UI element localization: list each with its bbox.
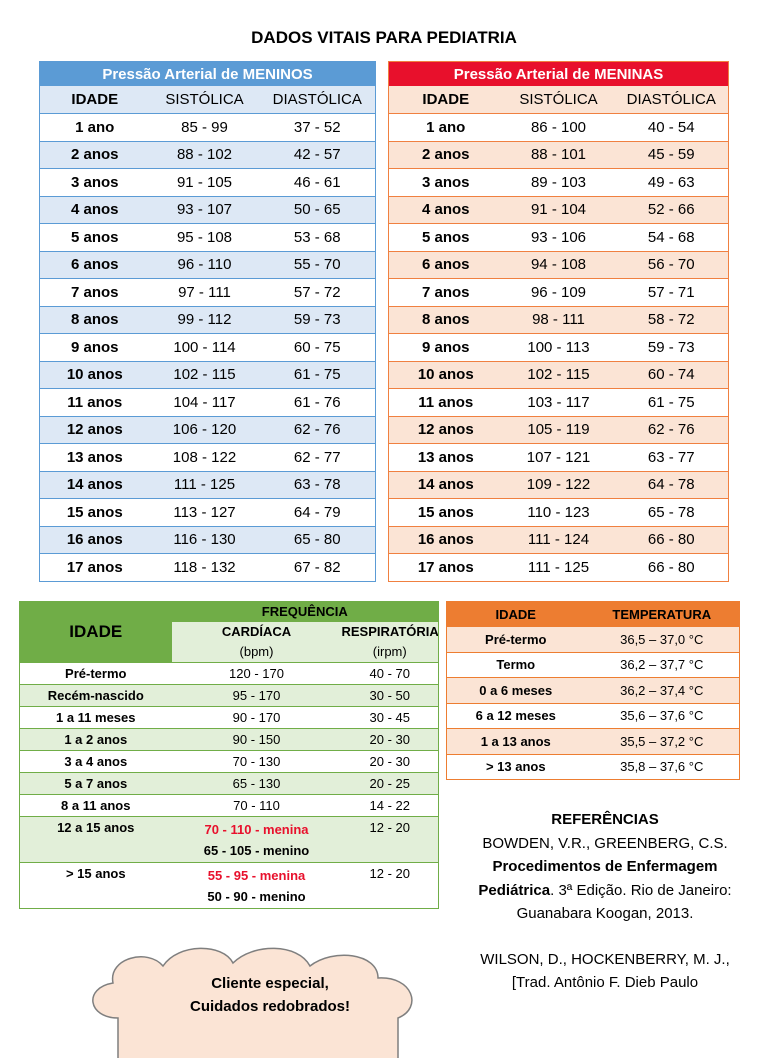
row-age: 1 ano [389, 114, 503, 142]
table-row [389, 224, 729, 252]
table-row [389, 471, 729, 499]
row-age: 13 anos [389, 444, 503, 472]
freq-group-header: FREQUÊNCIA [172, 602, 439, 622]
table-row [389, 279, 729, 307]
row-systolic: 110 - 123 [503, 499, 615, 527]
row-diastolic: 42 - 57 [260, 141, 376, 169]
page-title: DADOS VITAIS PARA PEDIATRIA [251, 28, 517, 47]
row-diastolic: 60 - 74 [615, 361, 729, 389]
row-age: Pré-termo [447, 627, 585, 653]
row-diastolic: 65 - 80 [260, 526, 376, 554]
col-header-age: IDADE [389, 86, 503, 114]
row-diastolic: 57 - 71 [615, 279, 729, 307]
row-diastolic: 66 - 80 [615, 554, 729, 582]
row-diastolic: 53 - 68 [260, 224, 376, 252]
table-row [20, 751, 439, 773]
row-age: 9 anos [40, 334, 150, 362]
row-diastolic: 55 - 70 [260, 251, 376, 279]
table-row [389, 554, 729, 582]
row-cardiac: 70 - 110 [172, 795, 342, 817]
col-header-diastolic: DIASTÓLICA [615, 86, 729, 114]
row-systolic: 108 - 122 [150, 444, 260, 472]
row-age: 3 anos [389, 169, 503, 197]
row-age: 3 anos [40, 169, 150, 197]
row-age: > 15 anos [20, 863, 172, 909]
row-systolic: 106 - 120 [150, 416, 260, 444]
row-age: 5 anos [40, 224, 150, 252]
row-diastolic: 57 - 72 [260, 279, 376, 307]
cardiac-girl: 70 - 110 - menina [204, 821, 309, 837]
row-age: 17 anos [389, 554, 503, 582]
row-systolic: 102 - 115 [150, 361, 260, 389]
reference-2: WILSON, D., HOCKENBERRY, M. J., [Trad. Antônio F. Dieb Paulo [480, 950, 730, 991]
row-age: 12 a 15 anos [20, 817, 172, 863]
table-row [389, 444, 729, 472]
row-systolic: 99 - 112 [150, 306, 260, 334]
row-temperature: 35,6 – 37,6 °C [585, 703, 740, 729]
table-row [447, 627, 740, 653]
row-systolic: 88 - 101 [503, 141, 615, 169]
table-row [40, 471, 376, 499]
table-row [40, 169, 376, 197]
cardiac-girl: 55 - 95 - menina [207, 867, 306, 883]
row-systolic: 105 - 119 [503, 416, 615, 444]
row-age: 5 anos [389, 224, 503, 252]
row-age: 1 a 2 anos [20, 729, 172, 751]
row-cardiac: 70 - 130 [172, 751, 342, 773]
table-row [389, 416, 729, 444]
table-row [40, 251, 376, 279]
row-diastolic: 50 - 65 [260, 196, 376, 224]
table-row [447, 754, 740, 780]
temperature-table [446, 601, 740, 780]
row-age: 1 a 11 meses [20, 707, 172, 729]
table-row [40, 554, 376, 582]
row-diastolic: 60 - 75 [260, 334, 376, 362]
row-age: 6 a 12 meses [447, 703, 585, 729]
row-diastolic: 59 - 73 [615, 334, 729, 362]
row-age: 14 anos [389, 471, 503, 499]
row-systolic: 88 - 102 [150, 141, 260, 169]
table-row [40, 416, 376, 444]
table-row [389, 306, 729, 334]
table-row [40, 444, 376, 472]
ref1-publisher: . 3ª Edição. Rio de Janeiro: Guanabara Koogan, 2013. [516, 881, 732, 922]
row-diastolic: 62 - 77 [260, 444, 376, 472]
cloud-text [120, 972, 420, 1018]
row-diastolic: 46 - 61 [260, 169, 376, 197]
table-row [389, 361, 729, 389]
row-age: 16 anos [389, 526, 503, 554]
row-temperature: 36,5 – 37,0 °C [585, 627, 740, 653]
col-header-diastolic: DIASTÓLICA [260, 86, 376, 114]
freq-cardiac-header: CARDÍACA [172, 622, 342, 642]
freq-resp-header: RESPIRATÓRIA [342, 622, 439, 642]
row-systolic: 102 - 115 [503, 361, 615, 389]
table-row [447, 703, 740, 729]
table-row [20, 729, 439, 751]
ref1-authors-2: C.S. [698, 834, 728, 852]
row-age: 11 anos [40, 389, 150, 417]
row-temperature: 36,2 – 37,7 °C [585, 652, 740, 678]
row-age: 14 anos [40, 471, 150, 499]
temp-age-header: IDADE [447, 602, 585, 627]
row-age: 15 anos [40, 499, 150, 527]
row-cardiac: 90 - 170 [172, 707, 342, 729]
row-age: 15 anos [389, 499, 503, 527]
row-diastolic: 61 - 76 [260, 389, 376, 417]
table-row [389, 251, 729, 279]
row-diastolic: 40 - 54 [615, 114, 729, 142]
row-systolic: 107 - 121 [503, 444, 615, 472]
row-age: 4 anos [389, 196, 503, 224]
row-systolic: 118 - 132 [150, 554, 260, 582]
bp-boys-table [39, 61, 376, 582]
row-age: 16 anos [40, 526, 150, 554]
row-age: 8 anos [40, 306, 150, 334]
row-resp: 20 - 25 [342, 773, 439, 795]
row-systolic: 111 - 125 [150, 471, 260, 499]
row-age: 7 anos [389, 279, 503, 307]
col-header-systolic: SISTÓLICA [150, 86, 260, 114]
row-age: 7 anos [40, 279, 150, 307]
row-diastolic: 58 - 72 [615, 306, 729, 334]
col-header-age: IDADE [40, 86, 150, 114]
row-age: 8 anos [389, 306, 503, 334]
row-systolic: 100 - 114 [150, 334, 260, 362]
table-row [40, 196, 376, 224]
row-resp: 30 - 50 [342, 685, 439, 707]
freq-age-header: IDADE [20, 602, 172, 663]
frequency-table [19, 601, 439, 909]
temp-value-header: TEMPERATURA [585, 602, 740, 627]
row-systolic: 116 - 130 [150, 526, 260, 554]
row-diastolic: 61 - 75 [615, 389, 729, 417]
row-age: 12 anos [40, 416, 150, 444]
row-resp: 20 - 30 [342, 751, 439, 773]
table-row [20, 795, 439, 817]
row-systolic: 96 - 109 [503, 279, 615, 307]
table-row [40, 361, 376, 389]
table-row [389, 196, 729, 224]
row-age: 5 a 7 anos [20, 773, 172, 795]
row-systolic: 93 - 106 [503, 224, 615, 252]
row-systolic: 86 - 100 [503, 114, 615, 142]
table-row [389, 169, 729, 197]
row-age: 10 anos [40, 361, 150, 389]
row-age: 0 a 6 meses [447, 678, 585, 704]
cardiac-boy: 65 - 105 - menino [203, 842, 310, 858]
table-row [40, 279, 376, 307]
row-systolic: 109 - 122 [503, 471, 615, 499]
row-diastolic: 54 - 68 [615, 224, 729, 252]
row-diastolic: 67 - 82 [260, 554, 376, 582]
row-systolic: 85 - 99 [150, 114, 260, 142]
row-systolic: 98 - 111 [503, 306, 615, 334]
freq-resp-unit: (irpm) [342, 641, 439, 663]
row-age: 17 anos [40, 554, 150, 582]
table-row [20, 863, 439, 909]
row-systolic: 91 - 104 [503, 196, 615, 224]
row-age: Termo [447, 652, 585, 678]
row-age: 1 ano [40, 114, 150, 142]
row-systolic: 104 - 117 [150, 389, 260, 417]
table-row [389, 499, 729, 527]
row-age: 10 anos [389, 361, 503, 389]
row-age: 13 anos [40, 444, 150, 472]
row-diastolic: 63 - 77 [615, 444, 729, 472]
table-row [447, 678, 740, 704]
table-row [20, 707, 439, 729]
row-systolic: 89 - 103 [503, 169, 615, 197]
table-row [40, 224, 376, 252]
row-resp: 12 - 20 [342, 817, 439, 863]
row-age: 8 a 11 anos [20, 795, 172, 817]
cardiac-boy: 50 - 90 - menino [207, 888, 306, 904]
bp-boys-body [40, 114, 376, 582]
row-resp: 12 - 20 [342, 863, 439, 909]
row-systolic: 96 - 110 [150, 251, 260, 279]
row-age: Recém-nascido [20, 685, 172, 707]
table-row [389, 334, 729, 362]
row-temperature: 36,2 – 37,4 °C [585, 678, 740, 704]
row-diastolic: 45 - 59 [615, 141, 729, 169]
freq-cardiac-unit: (bpm) [172, 641, 342, 663]
row-age: 6 anos [389, 251, 503, 279]
row-diastolic: 49 - 63 [615, 169, 729, 197]
table-row [40, 141, 376, 169]
table-row [40, 306, 376, 334]
ref1-authors: BOWDEN, V.R., GREENBERG, [482, 834, 695, 852]
row-cardiac: 65 - 130 [172, 773, 342, 795]
row-diastolic: 52 - 66 [615, 196, 729, 224]
row-cardiac [172, 817, 342, 863]
row-age: 4 anos [40, 196, 150, 224]
row-systolic: 94 - 108 [503, 251, 615, 279]
bp-girls-body [389, 114, 729, 582]
row-cardiac: 90 - 150 [172, 729, 342, 751]
table-row [20, 685, 439, 707]
row-diastolic: 64 - 78 [615, 471, 729, 499]
row-age: > 13 anos [447, 754, 585, 780]
cloud-line-1: Cliente especial, [211, 975, 329, 992]
row-diastolic: 65 - 78 [615, 499, 729, 527]
row-systolic: 93 - 107 [150, 196, 260, 224]
table-row [40, 114, 376, 142]
freq-body [20, 663, 439, 817]
table-row [389, 114, 729, 142]
row-age: Pré-termo [20, 663, 172, 685]
row-age: 3 a 4 anos [20, 751, 172, 773]
bp-boys-title: Pressão Arterial de MENINOS [40, 62, 376, 87]
row-diastolic: 62 - 76 [260, 416, 376, 444]
table-row [40, 334, 376, 362]
ref1-title: Procedimentos de Enfermagem Pediátrica [478, 858, 718, 899]
table-row [40, 526, 376, 554]
table-row [389, 141, 729, 169]
table-row [447, 729, 740, 755]
cloud-line-2: Cuidados redobrados! [189, 998, 350, 1015]
row-diastolic: 64 - 79 [260, 499, 376, 527]
reference-1 [470, 832, 740, 926]
row-diastolic: 62 - 76 [615, 416, 729, 444]
row-age: 2 anos [389, 141, 503, 169]
row-age: 6 anos [40, 251, 150, 279]
table-row [20, 817, 439, 863]
row-temperature: 35,5 – 37,2 °C [585, 729, 740, 755]
row-systolic: 91 - 105 [150, 169, 260, 197]
row-temperature: 35,8 – 37,6 °C [585, 754, 740, 780]
temp-body [447, 627, 740, 780]
row-systolic: 95 - 108 [150, 224, 260, 252]
row-resp: 30 - 45 [342, 707, 439, 729]
row-systolic: 111 - 124 [503, 526, 615, 554]
row-diastolic: 37 - 52 [260, 114, 376, 142]
row-age: 11 anos [389, 389, 503, 417]
row-diastolic: 61 - 75 [260, 361, 376, 389]
table-row [389, 526, 729, 554]
row-resp: 40 - 70 [342, 663, 439, 685]
row-cardiac [172, 863, 342, 909]
row-cardiac: 95 - 170 [172, 685, 342, 707]
references-heading: REFERÊNCIAS [551, 811, 659, 828]
table-row [40, 499, 376, 527]
row-resp: 20 - 30 [342, 729, 439, 751]
col-header-systolic: SISTÓLICA [503, 86, 615, 114]
row-diastolic: 63 - 78 [260, 471, 376, 499]
row-diastolic: 59 - 73 [260, 306, 376, 334]
row-age: 1 a 13 anos [447, 729, 585, 755]
table-row [20, 773, 439, 795]
row-age: 2 anos [40, 141, 150, 169]
references [470, 808, 740, 995]
row-systolic: 100 - 113 [503, 334, 615, 362]
row-resp: 14 - 22 [342, 795, 439, 817]
row-age: 12 anos [389, 416, 503, 444]
row-systolic: 97 - 111 [150, 279, 260, 307]
row-diastolic: 66 - 80 [615, 526, 729, 554]
row-diastolic: 56 - 70 [615, 251, 729, 279]
row-systolic: 111 - 125 [503, 554, 615, 582]
row-cardiac: 120 - 170 [172, 663, 342, 685]
bp-girls-title: Pressão Arterial de MENINAS [389, 62, 729, 87]
row-systolic: 113 - 127 [150, 499, 260, 527]
bp-girls-table [388, 61, 729, 582]
table-row [447, 652, 740, 678]
row-age: 9 anos [389, 334, 503, 362]
table-row [20, 663, 439, 685]
table-row [389, 389, 729, 417]
row-systolic: 103 - 117 [503, 389, 615, 417]
table-row [40, 389, 376, 417]
